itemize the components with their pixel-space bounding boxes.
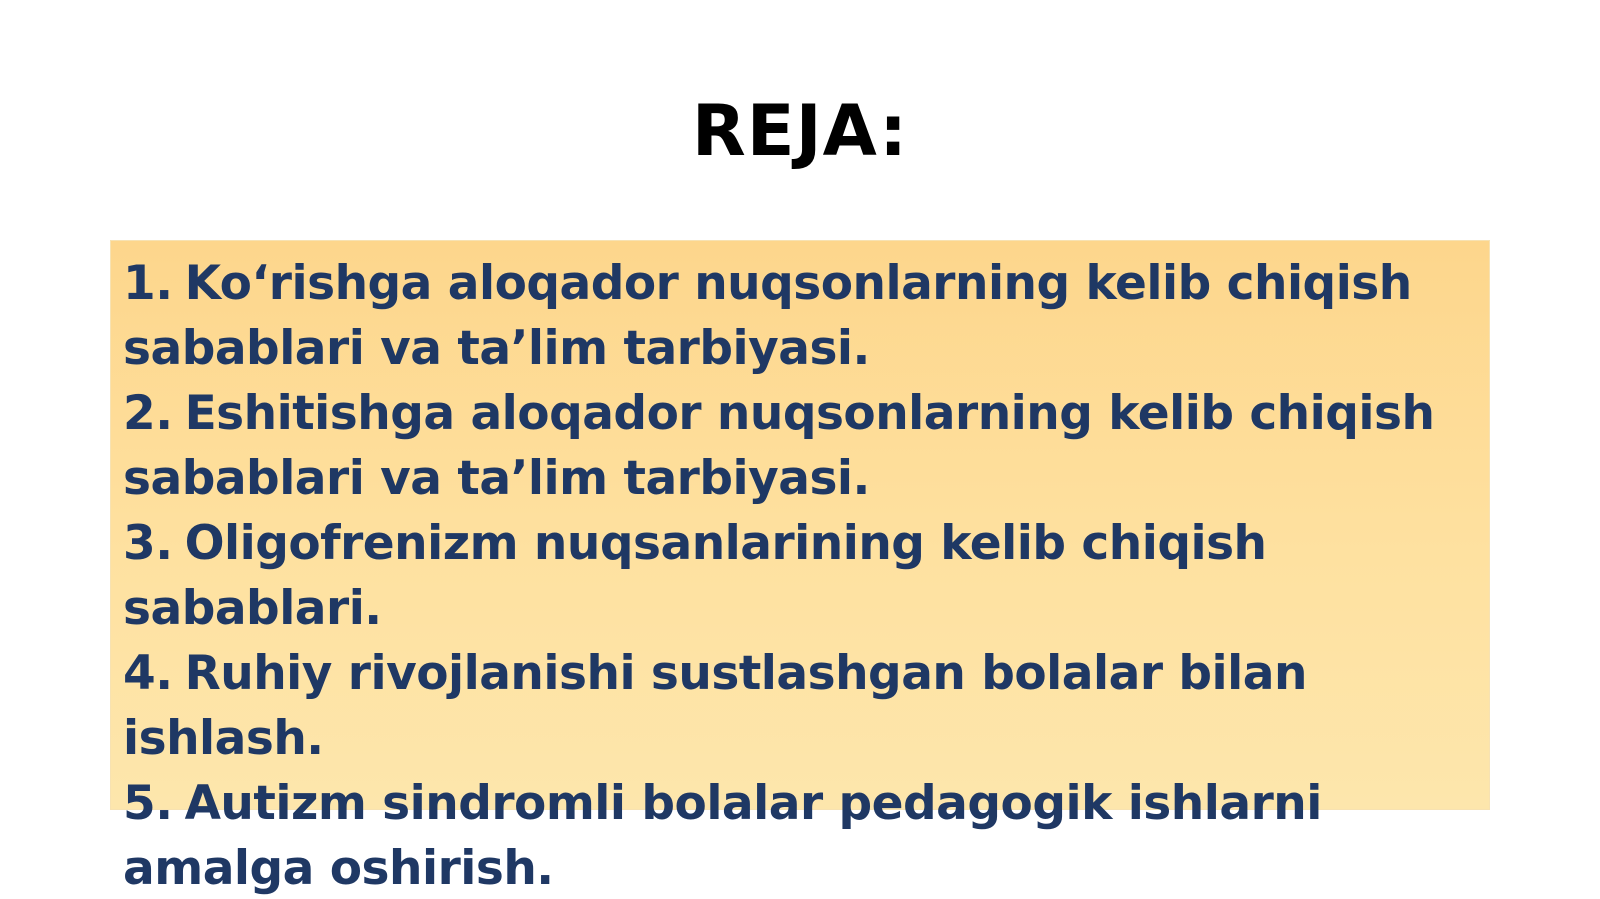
plan-item-text: Oligofrenizm nuqsanlarining kelib chiqish sabablari. — [123, 516, 1267, 636]
plan-item-5 — [123, 771, 1475, 899]
slide-title: REJA: — [691, 90, 909, 172]
plan-item-2 — [123, 381, 1475, 511]
plan-item-text: Ko‘rishga aloqador nuqsonlarning kelib chiqish sabablari va ta’lim tarbiyasi. — [123, 256, 1412, 376]
plan-item-number: 3. — [123, 516, 173, 571]
plan-item-text: Autizm sindromli bolalar pedagogik ishlarni amalga oshirish. — [123, 776, 1322, 896]
plan-item-number: 5. — [123, 776, 173, 831]
plan-item-number: 2. — [123, 386, 173, 441]
plan-item-text: Eshitishga aloqador nuqsonlarning kelib chiqish sabablari va ta’lim tarbiyasi. — [123, 386, 1435, 506]
plan-box — [110, 240, 1490, 896]
plan-item-text: Ruhiy rivojlanishi sustlashgan bolalar bilan ishlash. — [123, 646, 1307, 766]
plan-item-number: 1. — [123, 256, 173, 311]
plan-list — [123, 251, 1475, 899]
plan-item-1 — [123, 251, 1475, 381]
plan-item-4 — [123, 641, 1475, 771]
plan-item-3 — [123, 511, 1475, 641]
plan-item-number: 4. — [123, 646, 173, 701]
